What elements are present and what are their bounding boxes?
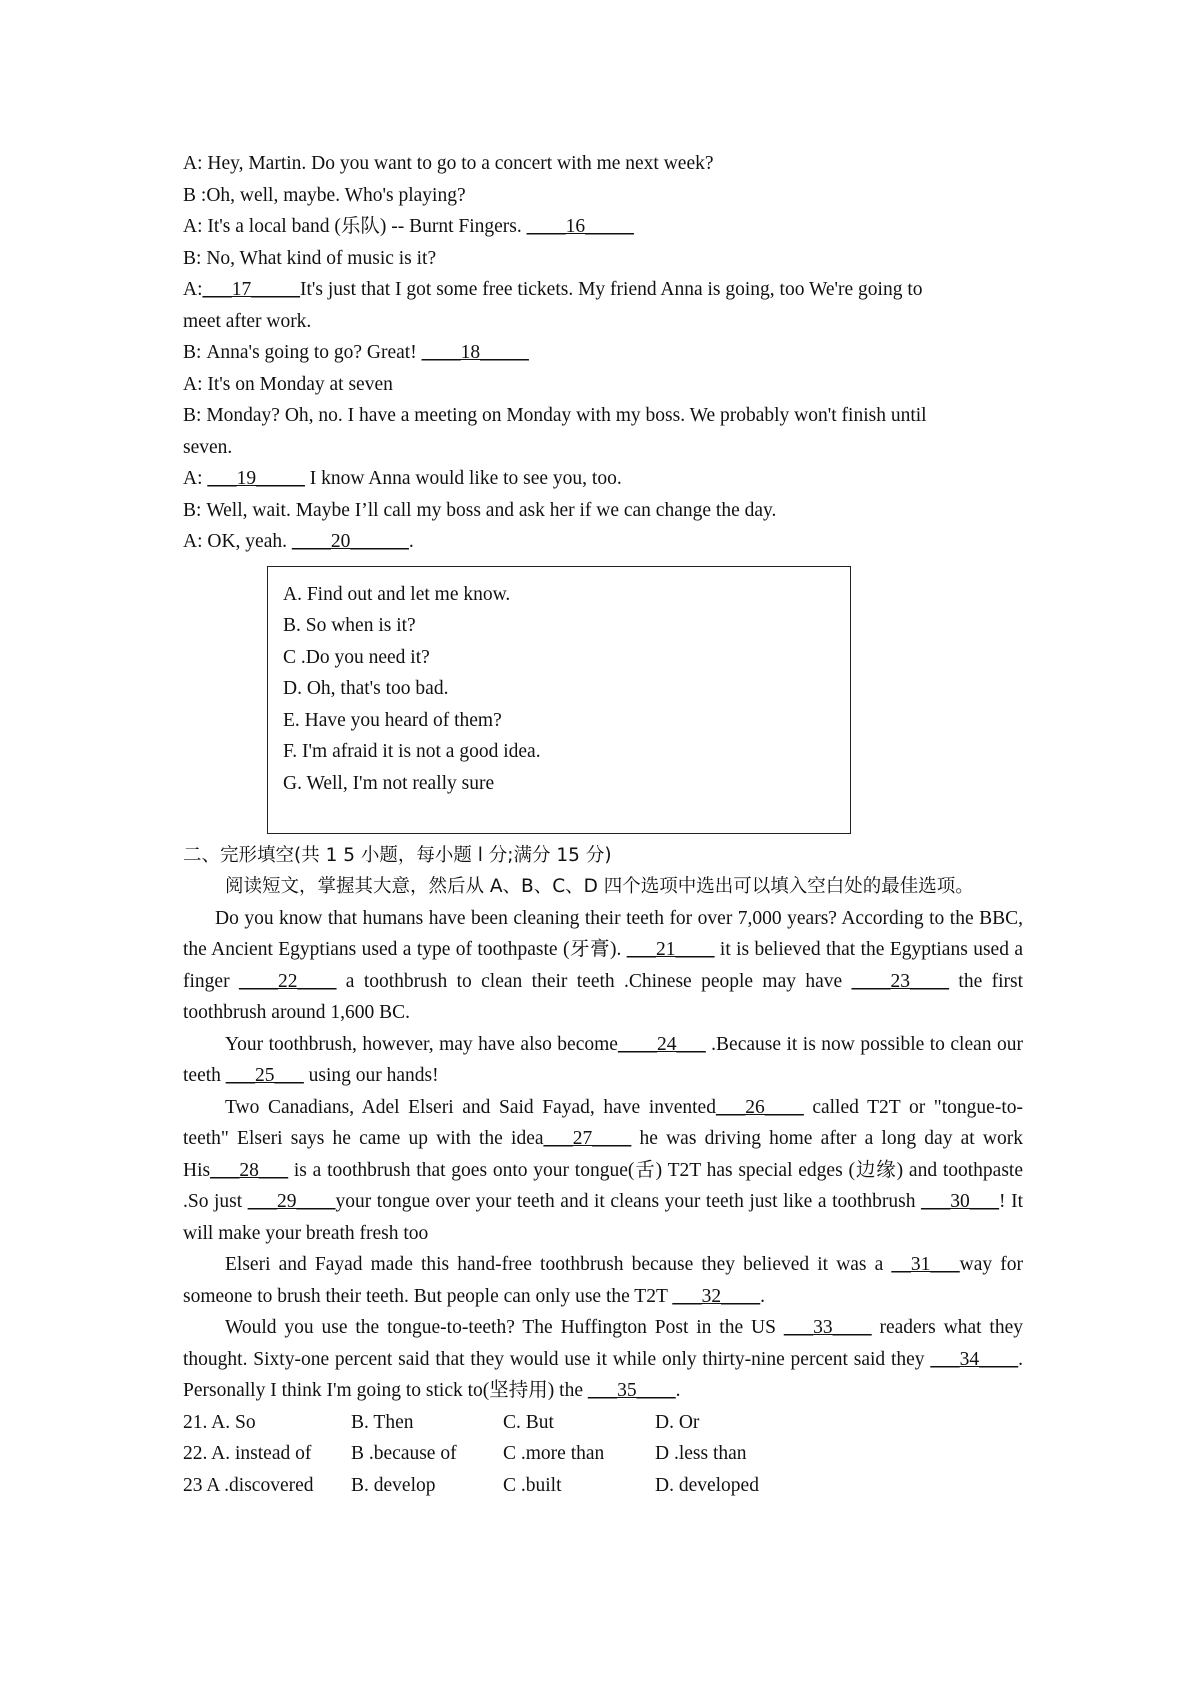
passage-text: called T2T or "tongue-to-teeth" Elseri says he came up with the idea	[183, 1096, 1023, 1149]
question-option: 23 A .discovered	[183, 1474, 314, 1496]
option-f: F. I'm afraid it is not a good idea.	[283, 741, 541, 762]
dialogue-text	[207, 526, 1023, 558]
dialogue-text	[206, 400, 1023, 432]
dialogue-section	[183, 148, 1023, 558]
passage-text: . Personally I think I'm going to stick to(坚持用) the	[183, 1348, 1023, 1401]
question-list	[183, 1407, 1023, 1502]
question-option: C .built	[503, 1474, 562, 1496]
dialogue-continuation: meet after work.	[183, 310, 312, 332]
question-option: B. develop	[351, 1474, 436, 1496]
question-option: D. developed	[655, 1474, 759, 1496]
passage-text: .	[760, 1285, 766, 1307]
question-option: B. Then	[351, 1411, 414, 1433]
cloze-blank: __31___	[891, 1254, 960, 1275]
dialogue-text	[203, 274, 1024, 306]
dialogue-text-post: .	[408, 531, 414, 552]
dialogue-text-pre: It's on Monday at seven	[207, 373, 393, 395]
option-d: D. Oh, that's too bad.	[283, 678, 449, 699]
section-instruction: 阅读短文，掌握其大意，然后从 A、B、C、D 四个选项中选出可以填入空白处的最佳选项。	[225, 876, 974, 897]
cloze-blank: ___32____	[672, 1285, 761, 1307]
dialogue-text	[207, 369, 1023, 401]
speaker-label: A:	[183, 153, 208, 174]
dialogue-text-pre: Monday? Oh, no. I have a meeting on Monday with my boss. We probably won't finish until	[206, 405, 927, 426]
cloze-blank: ___34____	[930, 1348, 1019, 1370]
passage-paragraph	[183, 903, 1023, 1029]
dialogue-text-pre: No, What kind of music is it?	[206, 247, 437, 269]
passage-text: Elseri and Fayad made this hand-free toothbrush because they believed it was a	[225, 1254, 892, 1275]
passage-paragraph	[183, 1249, 1023, 1312]
dialogue-text-pre: Hey, Martin. Do you want to go to a concert with me next week?	[207, 153, 714, 174]
speaker-label: B:	[183, 247, 207, 269]
cloze-blank: ___21____	[626, 939, 715, 960]
question-option: D. Or	[655, 1411, 700, 1433]
passage-text: way for someone to brush their teeth. But people can only use the T2T	[183, 1254, 1023, 1307]
question-option: C. But	[503, 1411, 554, 1433]
passage-text: .	[675, 1380, 681, 1401]
dialogue-line	[183, 337, 1023, 369]
answer-blank: ___17_____	[202, 279, 300, 300]
dialogue-text-pre: OK, yeah.	[207, 531, 292, 552]
cloze-passage	[183, 903, 1023, 1407]
passage-text: using our hands!	[303, 1065, 439, 1086]
dialogue-line	[183, 369, 1023, 401]
question-option: C .more than	[503, 1443, 605, 1464]
cloze-blank: ___26____	[715, 1096, 804, 1118]
passage-paragraph	[183, 1029, 1023, 1092]
options-box	[267, 566, 851, 834]
question-row	[183, 1407, 1023, 1439]
passage-paragraph	[183, 1092, 1023, 1250]
cloze-blank: ___30___	[921, 1191, 1000, 1212]
cloze-blank: ___33____	[783, 1317, 872, 1338]
dialogue-line	[183, 526, 1023, 558]
passage-text: Two Canadians, Adel Elseri and Said Fayad, have invented	[225, 1096, 716, 1118]
passage-text: Do you know that humans have been cleaning their teeth for over 7,000 years? According to the BBC, the Ancient Egyptians used a type of toothpaste (牙膏).	[183, 907, 1023, 960]
dialogue-line	[183, 463, 1023, 495]
passage-text: readers what they thought. Sixty-one percent said that they would use it while only thirty-nine percent said they	[183, 1317, 1023, 1370]
dialogue-line	[183, 495, 1023, 527]
cloze-blank: ____24___	[617, 1033, 706, 1055]
passage-text: is a toothbrush that goes onto your tongue(舌) T2T has special edges (边缘) and toothpaste .So just	[183, 1159, 1023, 1212]
dialogue-text-post: I know Anna would like to see you, too.	[304, 468, 622, 489]
dialogue-text-pre: It's a local band (乐队) -- Burnt Fingers.	[207, 216, 527, 237]
cloze-blank: ___27____	[543, 1128, 632, 1149]
cloze-blank: ____22____	[238, 970, 337, 992]
cloze-blank: ___35____	[587, 1380, 676, 1401]
speaker-label: A:	[183, 531, 208, 552]
section-heading: 二、完形填空(共 1 5 小题，每小题 l 分;满分 15 分)	[183, 844, 612, 866]
dialogue-line	[183, 400, 1023, 463]
cloze-blank: ___25___	[225, 1065, 304, 1086]
dialogue-line	[183, 274, 1023, 337]
dialogue-line	[183, 243, 1023, 275]
option-e: E. Have you heard of them?	[283, 709, 502, 731]
question-option: 21. A. So	[183, 1411, 256, 1433]
passage-text: the first toothbrush around 1,600 BC.	[183, 970, 1024, 1023]
speaker-label: A:	[183, 279, 203, 300]
dialogue-text	[206, 243, 1023, 275]
dialogue-continuation: seven.	[183, 436, 233, 458]
question-option: D .less than	[655, 1443, 747, 1464]
option-g: G. Well, I'm not really sure	[283, 772, 495, 794]
dialogue-text	[206, 495, 1023, 527]
passage-text: it is believed that the Egyptians used a finger	[183, 939, 1023, 992]
dialogue-text-post: It's just that I got some free tickets. My friend Anna is going, too We're going to	[300, 279, 923, 300]
dialogue-line	[183, 211, 1023, 243]
answer-blank: ___19_____	[207, 468, 305, 489]
option-c: C .Do you need it?	[283, 646, 430, 668]
answer-blank: ____18_____	[421, 342, 529, 363]
passage-text: ! It will make your breath fresh too	[183, 1191, 1023, 1244]
dialogue-line	[183, 148, 1023, 180]
speaker-label: B:	[183, 405, 207, 426]
question-row	[183, 1438, 1023, 1470]
passage-text: Your toothbrush, however, may have also become	[225, 1033, 618, 1055]
cloze-blank: ____23____	[851, 970, 950, 992]
speaker-label: A:	[183, 216, 208, 237]
dialogue-text-pre: Anna's going to go? Great!	[206, 342, 422, 363]
dialogue-text-pre: Well, wait. Maybe I’ll call my boss and ask her if we can change the day.	[206, 499, 777, 521]
dialogue-text	[207, 148, 1023, 180]
passage-text: .Because it is now possible to clean our teeth	[183, 1033, 1024, 1086]
cloze-blank: ___29____	[247, 1191, 336, 1212]
speaker-label: B :	[183, 184, 207, 206]
speaker-label: B:	[183, 342, 207, 363]
option-a: A. Find out and let me know.	[283, 583, 511, 605]
passage-text: he was driving home after a long day at work His	[183, 1128, 1023, 1181]
speaker-label: B:	[183, 499, 207, 521]
dialogue-text	[206, 180, 1023, 212]
answer-blank: ____20______	[291, 531, 409, 552]
dialogue-text	[206, 337, 1023, 369]
passage-text: Would you use the tongue-to-teeth? The Huffington Post in the US	[225, 1317, 784, 1338]
dialogue-text-pre: Oh, well, maybe. Who's playing?	[206, 184, 466, 206]
exam-page	[183, 148, 1023, 1501]
passage-paragraph	[183, 1312, 1023, 1407]
speaker-label: A:	[183, 373, 208, 395]
question-option: B .because of	[351, 1443, 457, 1464]
option-b: B. So when is it?	[283, 615, 416, 636]
dialogue-line	[183, 180, 1023, 212]
passage-text: a toothbrush to clean their teeth .Chinese people may have	[336, 970, 852, 992]
question-option: 22. A. instead of	[183, 1443, 312, 1464]
answer-blank: ____16_____	[526, 216, 634, 237]
dialogue-text	[207, 463, 1023, 495]
dialogue-text	[207, 211, 1023, 243]
question-row	[183, 1470, 1023, 1502]
speaker-label: A:	[183, 468, 208, 489]
cloze-blank: ___28___	[210, 1159, 289, 1181]
passage-text: your tongue over your teeth and it cleans your teeth just like a toothbrush	[335, 1191, 922, 1212]
